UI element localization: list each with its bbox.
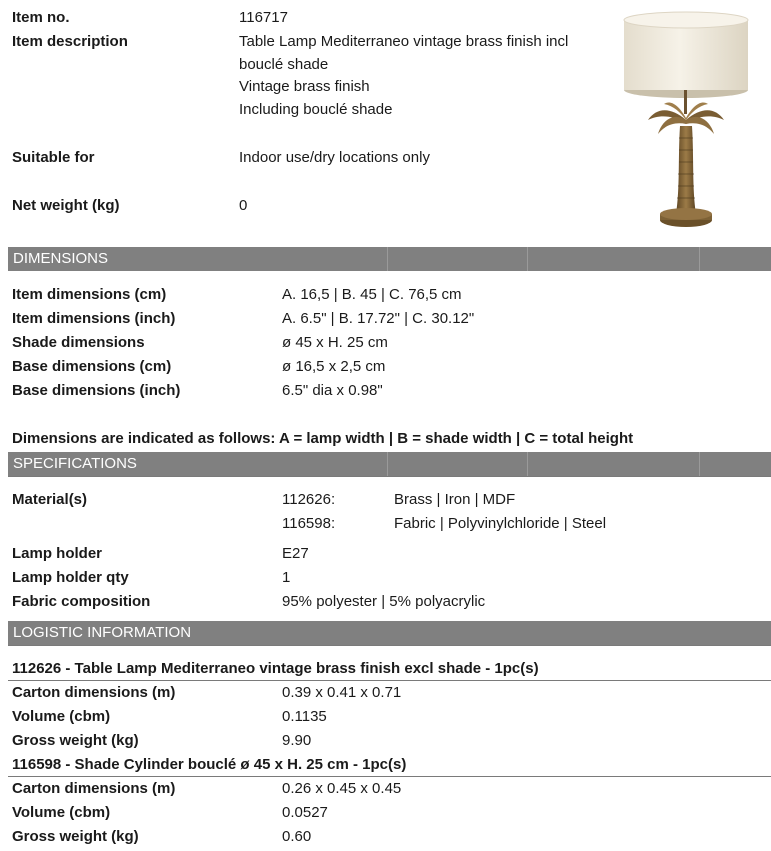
spec-label: Lamp holder: [12, 545, 103, 562]
logistic-group-heading: 116598 - Shade Cylinder bouclé ø 45 x H. 25 cm - 1pc(s): [12, 756, 407, 773]
item-description-line: bouclé shade: [239, 56, 329, 73]
material-code: 116598:: [282, 515, 336, 532]
header-divider: [387, 452, 388, 476]
materials-label: Material(s): [12, 491, 88, 508]
item-no-label: Item no.: [12, 9, 70, 26]
spec-value: 1: [282, 569, 291, 586]
logistic-group-heading: 112626 - Table Lamp Mediterraneo vintage brass finish excl shade - 1pc(s): [12, 660, 539, 677]
logistic-section-header: [8, 621, 771, 645]
group-rule: [8, 680, 771, 681]
item-description-label: Item description: [12, 33, 128, 50]
material-value: Brass | Iron | MDF: [394, 491, 516, 508]
dimensions-section-header: [8, 247, 771, 271]
group-rule: [8, 776, 771, 777]
dimension-value: 6.5" dia x 0.98": [282, 382, 383, 399]
specifications-section-header: [8, 452, 771, 476]
dimension-value: A. 16,5 | B. 45 | C. 76,5 cm: [282, 286, 462, 303]
dimension-label: Item dimensions (cm): [12, 286, 167, 303]
dimensions-note: Dimensions are indicated as follows: A = lamp width | B = shade width | C = total height: [12, 430, 634, 447]
logistic-value: 9.90: [282, 732, 312, 749]
specifications-title: SPECIFICATIONS: [13, 455, 137, 472]
header-divider: [699, 452, 700, 476]
item-description-line: Table Lamp Mediterraneo vintage brass finish incl: [239, 33, 569, 50]
logistic-value: 0.26 x 0.45 x 0.45: [282, 780, 402, 797]
net-weight-value: 0: [239, 197, 248, 214]
logistic-label: Gross weight (kg): [12, 828, 139, 845]
section-rule: [8, 645, 771, 646]
net-weight-label: Net weight (kg): [12, 197, 120, 214]
logistic-label: Carton dimensions (m): [12, 780, 176, 797]
dimension-value: A. 6.5" | B. 17.72" | C. 30.12": [282, 310, 475, 327]
logistic-label: Volume (cbm): [12, 804, 111, 821]
logistic-value: 0.1135: [282, 708, 327, 725]
header-divider: [699, 247, 700, 271]
dimensions-title: DIMENSIONS: [13, 250, 109, 267]
logistic-label: Volume (cbm): [12, 708, 111, 725]
material-value: Fabric | Polyvinylchloride | Steel: [394, 515, 607, 532]
logistic-value: 0.0527: [282, 804, 328, 821]
logistic-value: 0.60: [282, 828, 312, 845]
header-divider: [527, 247, 528, 271]
dimension-label: Shade dimensions: [12, 334, 145, 351]
spec-label: Lamp holder qty: [12, 569, 129, 586]
logistic-value: 0.39 x 0.41 x 0.71: [282, 684, 402, 701]
table-lamp-product-image: [618, 8, 768, 236]
dimension-label: Item dimensions (inch): [12, 310, 176, 327]
spec-value: E27: [282, 545, 309, 562]
logistic-label: Carton dimensions (m): [12, 684, 176, 701]
dimension-value: ø 45 x H. 25 cm: [282, 334, 388, 351]
dimension-label: Base dimensions (cm): [12, 358, 172, 375]
suitable-for-value: Indoor use/dry locations only: [239, 149, 430, 166]
dimension-value: ø 16,5 x 2,5 cm: [282, 358, 386, 375]
section-rule: [8, 476, 771, 477]
spec-label: Fabric composition: [12, 593, 151, 610]
suitable-for-label: Suitable for: [12, 149, 95, 166]
logistic-label: Gross weight (kg): [12, 732, 139, 749]
material-code: 112626:: [282, 491, 336, 508]
header-divider: [527, 452, 528, 476]
spec-value: 95% polyester | 5% polyacrylic: [282, 593, 486, 610]
item-description-line: Including bouclé shade: [239, 101, 393, 118]
header-divider: [387, 247, 388, 271]
item-description-line: Vintage brass finish: [239, 78, 370, 95]
logistic-title: LOGISTIC INFORMATION: [13, 624, 192, 641]
dimension-label: Base dimensions (inch): [12, 382, 181, 399]
item-no-value: 116717: [239, 9, 288, 26]
